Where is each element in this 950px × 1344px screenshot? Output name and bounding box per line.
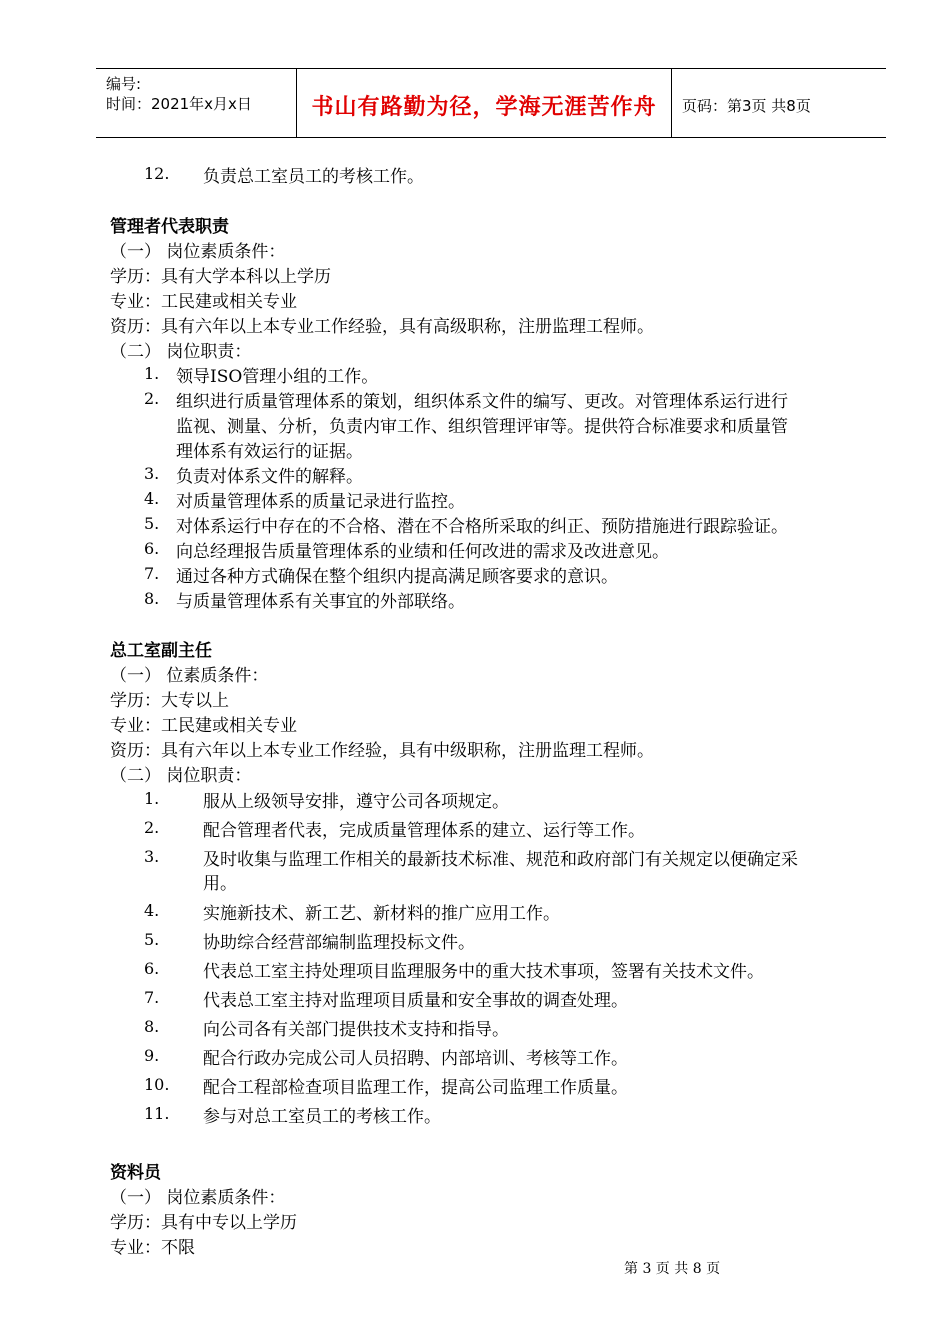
motto: 书山有路勤为径，学海无涯苦作舟 (311, 95, 657, 120)
list-item-number: 9. (144, 1046, 160, 1065)
list-item: 配合管理者代表，完成质量管理体系的建立、运行等工作。 (203, 821, 645, 841)
list-item: 代表总工室主持对监理项目质量和安全事故的调查处理。 (203, 991, 628, 1011)
list-item: 参与对总工室员工的考核工作。 (203, 1107, 441, 1127)
list-item: 及时收集与监理工作相关的最新技术标准、规范和政府部门有关规定以便确定采 (203, 850, 798, 870)
header-right-cell (672, 69, 886, 137)
list-item-number: 4. (144, 489, 160, 508)
list-item-number: 10. (144, 1075, 170, 1094)
list-item-number: 11. (144, 1104, 170, 1123)
list-item: 组织进行质量管理体系的策划，组织体系文件的编写、更改。对管理体系运行进行 (176, 392, 788, 412)
major-line: 专业：工民建或相关专业 (110, 716, 297, 736)
serial-label: 编号: (106, 75, 142, 93)
list-item-number: 2. (144, 389, 160, 408)
list-item: 配合行政办完成公司人员招聘、内部培训、考核等工作。 (203, 1049, 628, 1069)
header-motto-cell (296, 69, 672, 137)
list-item: 领导ISO管理小组的工作。 (176, 367, 379, 387)
list-item-number: 6. (144, 539, 160, 558)
list-item: 通过各种方式确保在整个组织内提高满足顾客要求的意识。 (176, 567, 618, 587)
education-line: 学历：具有中专以上学历 (110, 1213, 297, 1233)
list-item: 实施新技术、新工艺、新材料的推广应用工作。 (203, 904, 560, 924)
intro-item-number: 12. (144, 164, 170, 183)
page-footer: 第 3 页 共 8 页 (624, 1261, 721, 1277)
education-line: 学历：具有大学本科以上学历 (110, 267, 331, 287)
list-item-number: 5. (144, 930, 160, 949)
list-item: 与质量管理体系有关事宜的外部联络。 (176, 592, 465, 612)
duties-heading: （二） 岗位职责： (110, 342, 252, 362)
section-title: 资料员 (110, 1163, 161, 1183)
list-item: 协助综合经营部编制监理投标文件。 (203, 933, 475, 953)
time-label: 时间：2021年x月x日 (106, 95, 252, 113)
list-item: 向公司各有关部门提供技术支持和指导。 (203, 1020, 509, 1040)
list-item: 负责对体系文件的解释。 (176, 467, 363, 487)
list-item-number: 4. (144, 901, 160, 920)
page-header (96, 68, 886, 138)
header-left-cell (96, 69, 296, 137)
list-item-number: 6. (144, 959, 160, 978)
major-line: 专业：工民建或相关专业 (110, 292, 297, 312)
list-item-number: 8. (144, 1017, 160, 1036)
list-item: 对体系运行中存在的不合格、潜在不合格所采取的纠正、预防措施进行跟踪验证。 (176, 517, 788, 537)
intro-item-text: 负责总工室员工的考核工作。 (203, 167, 424, 187)
list-item-number: 1. (144, 789, 160, 808)
list-item-continuation: 理体系有效运行的证据。 (176, 442, 363, 462)
list-item: 代表总工室主持处理项目监理服务中的重大技术事项，签署有关技术文件。 (203, 962, 764, 982)
list-item-number: 1. (144, 364, 160, 383)
list-item-continuation: 用。 (203, 874, 237, 894)
list-item-number: 8. (144, 589, 160, 608)
requirements-heading: （一） 位素质条件： (110, 666, 269, 686)
list-item-continuation: 监视、测量、分析，负责内审工作、组织管理评审等。提供符合标准要求和质量管 (176, 417, 788, 437)
experience-line: 资历：具有六年以上本专业工作经验，具有中级职称，注册监理工程师。 (110, 741, 654, 761)
list-item: 配合工程部检查项目监理工作，提高公司监理工作质量。 (203, 1078, 628, 1098)
major-line: 专业：不限 (110, 1238, 195, 1258)
list-item: 服从上级领导安排，遵守公司各项规定。 (203, 792, 509, 812)
list-item-number: 7. (144, 564, 160, 583)
education-line: 学历：大专以上 (110, 691, 229, 711)
list-item: 向总经理报告质量管理体系的业绩和任何改进的需求及改进意见。 (176, 542, 669, 562)
experience-line: 资历：具有六年以上本专业工作经验，具有高级职称，注册监理工程师。 (110, 317, 654, 337)
requirements-heading: （一） 岗位素质条件： (110, 242, 286, 262)
list-item: 对质量管理体系的质量记录进行监控。 (176, 492, 465, 512)
requirements-heading: （一） 岗位素质条件： (110, 1188, 286, 1208)
list-item-number: 2. (144, 818, 160, 837)
list-item-number: 3. (144, 847, 160, 866)
duties-heading: （二） 岗位职责： (110, 766, 252, 786)
page-indicator: 页码：第3页 共8页 (682, 97, 811, 115)
list-item-number: 3. (144, 464, 160, 483)
section-title: 管理者代表职责 (110, 217, 229, 237)
list-item-number: 7. (144, 988, 160, 1007)
list-item-number: 5. (144, 514, 160, 533)
section-title: 总工室副主任 (110, 641, 212, 661)
